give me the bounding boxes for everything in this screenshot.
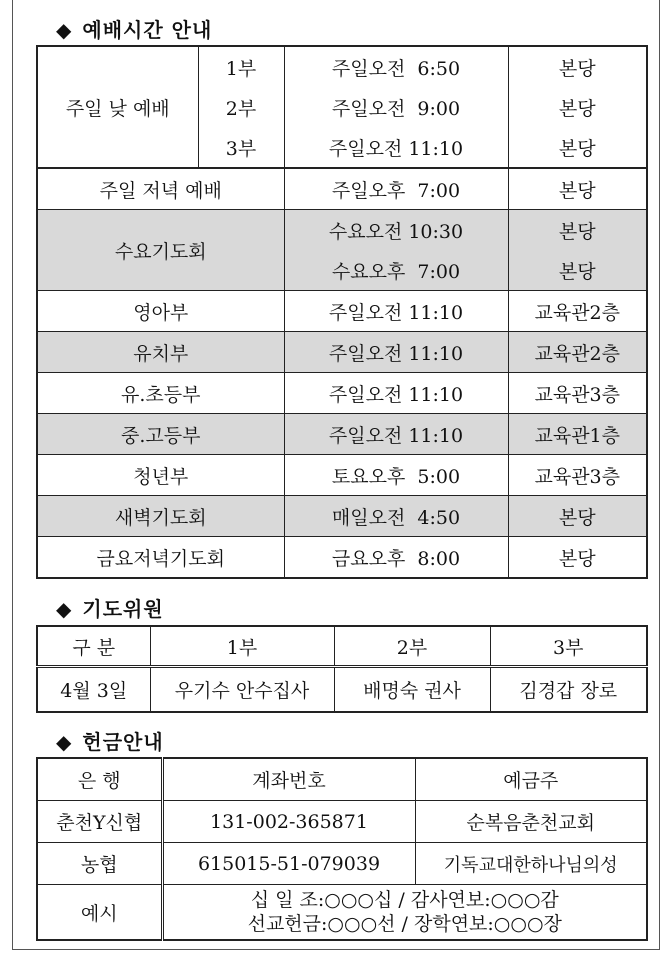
header-cell: 2부: [334, 626, 490, 667]
prayer-person: 김경갑 장로: [490, 667, 647, 713]
account-holder: 순복음춘천교회: [415, 801, 647, 843]
service-name: 중.고등부: [37, 414, 284, 455]
example-label: 예시: [37, 885, 162, 941]
service-time: 주일오전 9:00: [284, 87, 508, 127]
prayer-person: 배명숙 권사: [334, 667, 490, 713]
service-part: 2부: [198, 87, 284, 127]
offering-section-heading: [56, 726, 164, 755]
service-time: 주일오전 11:10: [284, 291, 508, 332]
worship-schedule-table: [36, 45, 648, 579]
table-header-row: [37, 758, 647, 801]
service-place: 본당: [508, 46, 647, 87]
service-name: 청년부: [37, 455, 284, 496]
table-row: [37, 332, 647, 373]
service-name: 주일 저녁 예배: [37, 168, 284, 210]
service-place: 본당: [508, 496, 647, 537]
service-time: 주일오전 11:10: [284, 414, 508, 455]
service-name: 수요기도회: [37, 210, 284, 291]
service-place: 교육관2층: [508, 291, 647, 332]
service-place: 본당: [508, 127, 647, 168]
header-cell: 예금주: [415, 758, 647, 801]
table-row: [37, 210, 647, 251]
service-time: 금요오후 8:00: [284, 537, 508, 579]
table-row: [37, 373, 647, 414]
service-name: 영아부: [37, 291, 284, 332]
service-part: 3부: [198, 127, 284, 168]
prayer-section-heading: [56, 593, 164, 622]
service-time: 토요오후 5:00: [284, 455, 508, 496]
worship-heading-text: 예배시간 안내: [82, 18, 213, 42]
service-time: 주일오후 7:00: [284, 168, 508, 210]
table-row: [37, 843, 647, 885]
service-name: 유.초등부: [37, 373, 284, 414]
table-header-row: [37, 626, 647, 667]
table-row: [37, 455, 647, 496]
service-name: 새벽기도회: [37, 496, 284, 537]
table-row: [37, 414, 647, 455]
example-line: 십 일 조:○○○십 / 감사연보:○○○감: [250, 889, 559, 911]
example-line: 선교헌금:○○○선 / 장학연보:○○○장: [247, 913, 562, 935]
service-place: 교육관3층: [508, 455, 647, 496]
header-cell: 계좌번호: [162, 758, 415, 801]
service-time: 주일오전 11:10: [284, 332, 508, 373]
table-row: [37, 801, 647, 843]
example-cell: [162, 885, 647, 941]
bank-name: 농협: [37, 843, 162, 885]
service-place: 교육관1층: [508, 414, 647, 455]
diamond-bullet-icon: ◆: [56, 730, 73, 754]
table-row: [37, 667, 647, 713]
offering-heading-text: 헌금안내: [82, 730, 164, 754]
diamond-bullet-icon: ◆: [56, 18, 73, 42]
service-time: 수요오후 7:00: [284, 250, 508, 291]
service-time: 수요오전 10:30: [284, 210, 508, 251]
service-place: 본당: [508, 168, 647, 210]
header-cell: 은 행: [37, 758, 162, 801]
service-time: 주일오전 6:50: [284, 46, 508, 87]
table-row: [37, 496, 647, 537]
prayer-heading-text: 기도위원: [82, 597, 164, 621]
header-cell: 3부: [490, 626, 647, 667]
service-time: 매일오전 4:50: [284, 496, 508, 537]
service-place: 본당: [508, 537, 647, 579]
prayer-committee-table: [36, 625, 648, 713]
service-place: 본당: [508, 210, 647, 251]
account-holder: 기독교대한하나님의성: [415, 843, 647, 885]
service-place: 교육관3층: [508, 373, 647, 414]
bank-name: 춘천Y신협: [37, 801, 162, 843]
service-name: 금요저녁기도회: [37, 537, 284, 579]
account-number: 615015-51-079039: [162, 843, 415, 885]
diamond-bullet-icon: ◆: [56, 597, 73, 621]
service-part: 1부: [198, 46, 284, 87]
service-time: 주일오전 11:10: [284, 127, 508, 168]
table-row: [37, 537, 647, 579]
service-place: 본당: [508, 87, 647, 127]
service-place: 본당: [508, 250, 647, 291]
header-cell: 1부: [150, 626, 334, 667]
offering-info-table: [36, 757, 648, 941]
table-row: [37, 885, 647, 941]
prayer-person: 우기수 안수집사: [150, 667, 334, 713]
service-name: 주일 낮 예배: [37, 46, 198, 168]
table-row: [37, 168, 647, 210]
service-time: 주일오전 11:10: [284, 373, 508, 414]
service-name: 유치부: [37, 332, 284, 373]
prayer-date: 4월 3일: [37, 667, 150, 713]
table-row: [37, 291, 647, 332]
service-place: 교육관2층: [508, 332, 647, 373]
account-number: 131-002-365871: [162, 801, 415, 843]
table-row: [37, 46, 647, 87]
header-cell: 구 분: [37, 626, 150, 667]
worship-section-heading: [56, 14, 212, 43]
